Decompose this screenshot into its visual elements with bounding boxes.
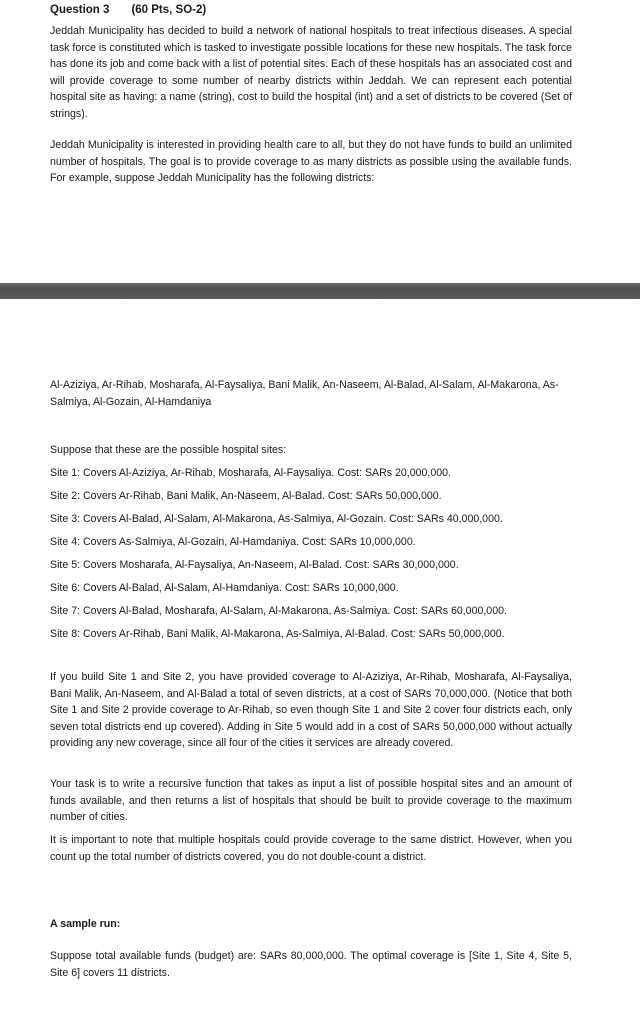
page-section-bottom	[0, 299, 640, 1024]
explanation-paragraph-1: If you build Site 1 and Site 2, you have provided coverage to Al-Aziziya, Ar-Rihab, Mosharafa, Al-Faysaliya, Bani Malik, An-Naseem, and Al-Balad a total of seven districts, at a cost of SARs 70,000,000. (Notice that both Site 1 and Site 2 provide coverage to Ar-Rihab, so even though Site 1 and Site 2 cover four districts each, only seven total districts end up covered). Adding in Site 5 would add in a cost of SARs 50,000,000 without actually providing any new coverage, since all four of the cities it services are already covered.	[50, 671, 572, 749]
explanation-paragraph-2: Your task is to write a recursive function that takes as input a list of possible hospital sites and an amount of funds available, and then returns a list of hospitals that should be built to provide coverage to the maximum number of cities.	[50, 778, 572, 823]
districts-list: Al-Aziziya, Ar-Rihab, Mosharafa, Al-Faysaliya, Bani Malik, An-Naseem, Al-Balad, Al-Salam, Al-Makarona, As-Salmiya, Al-Gozain, Al-Hamdaniya	[50, 379, 559, 408]
sample-run-heading: A sample run:	[50, 918, 121, 930]
site-item: Site 3: Covers Al-Balad, Al-Salam, Al-Makarona, As-Salmiya, Al-Gozain. Cost: SARs 40,000,000.	[50, 513, 503, 525]
site-item: Site 1: Covers Al-Aziziya, Ar-Rihab, Mosharafa, Al-Faysaliya. Cost: SARs 20,000,000.	[50, 467, 451, 479]
site-item: Site 4: Covers As-Salmiya, Al-Gozain, Al-Hamdaniya. Cost: SARs 10,000,000.	[50, 536, 416, 548]
question-label: Question 3	[50, 4, 110, 16]
question-heading	[50, 2, 206, 18]
explanation-paragraph-3: It is important to note that multiple hospitals could provide coverage to the same district. However, when you count up the total number of districts covered, you do not double-count a district.	[50, 834, 572, 863]
site-item: Site 2: Covers Ar-Rihab, Bani Malik, An-Naseem, Al-Balad. Cost: SARs 50,000,000.	[50, 490, 442, 502]
page-separator	[0, 283, 640, 299]
site-item: Site 7: Covers Al-Balad, Mosharafa, Al-Salam, Al-Makarona, As-Salmiya. Cost: SARs 60,000,000.	[50, 605, 507, 617]
site-item: Site 5: Covers Mosharafa, Al-Faysaliya, An-Naseem, Al-Balad. Cost: SARs 30,000,000.	[50, 559, 459, 571]
intro-paragraph-1: Jeddah Municipality has decided to build a network of national hospitals to treat infectious diseases. A special task force is constituted which is tasked to investigate possible locations for these new hospitals. The task force has done its job and come back with a list of potential sites. Each of these hospitals has an associated cost and will provide coverage to some number of nearby districts within Jeddah. We can represent each potential hospital site as having: a name (string), cost to build the hospital (int) and a set of districts to be covered (Set of strings).	[50, 25, 572, 120]
sites-intro: Suppose that these are the possible hospital sites:	[50, 444, 287, 456]
page-section-top	[0, 0, 640, 283]
question-points: (60 Pts, SO-2)	[131, 4, 207, 16]
sample-run-text: Suppose total available funds (budget) are: SARs 80,000,000. The optimal coverage is [Site 1, Site 4, Site 5, Site 6] covers 11 districts.	[50, 950, 572, 979]
intro-paragraph-2: Jeddah Municipality is interested in providing health care to all, but they do not have funds to build an unlimited number of hospitals. The goal is to provide coverage to as many districts as possible using the available funds. For example, suppose Jeddah Municipality has the following districts:	[50, 139, 572, 184]
site-item: Site 8: Covers Ar-Rihab, Bani Malik, Al-Makarona, As-Salmiya, Al-Balad. Cost: SARs 50,000,000.	[50, 628, 505, 640]
site-item: Site 6: Covers Al-Balad, Al-Salam, Al-Hamdaniya. Cost: SARs 10,000,000.	[50, 582, 399, 594]
